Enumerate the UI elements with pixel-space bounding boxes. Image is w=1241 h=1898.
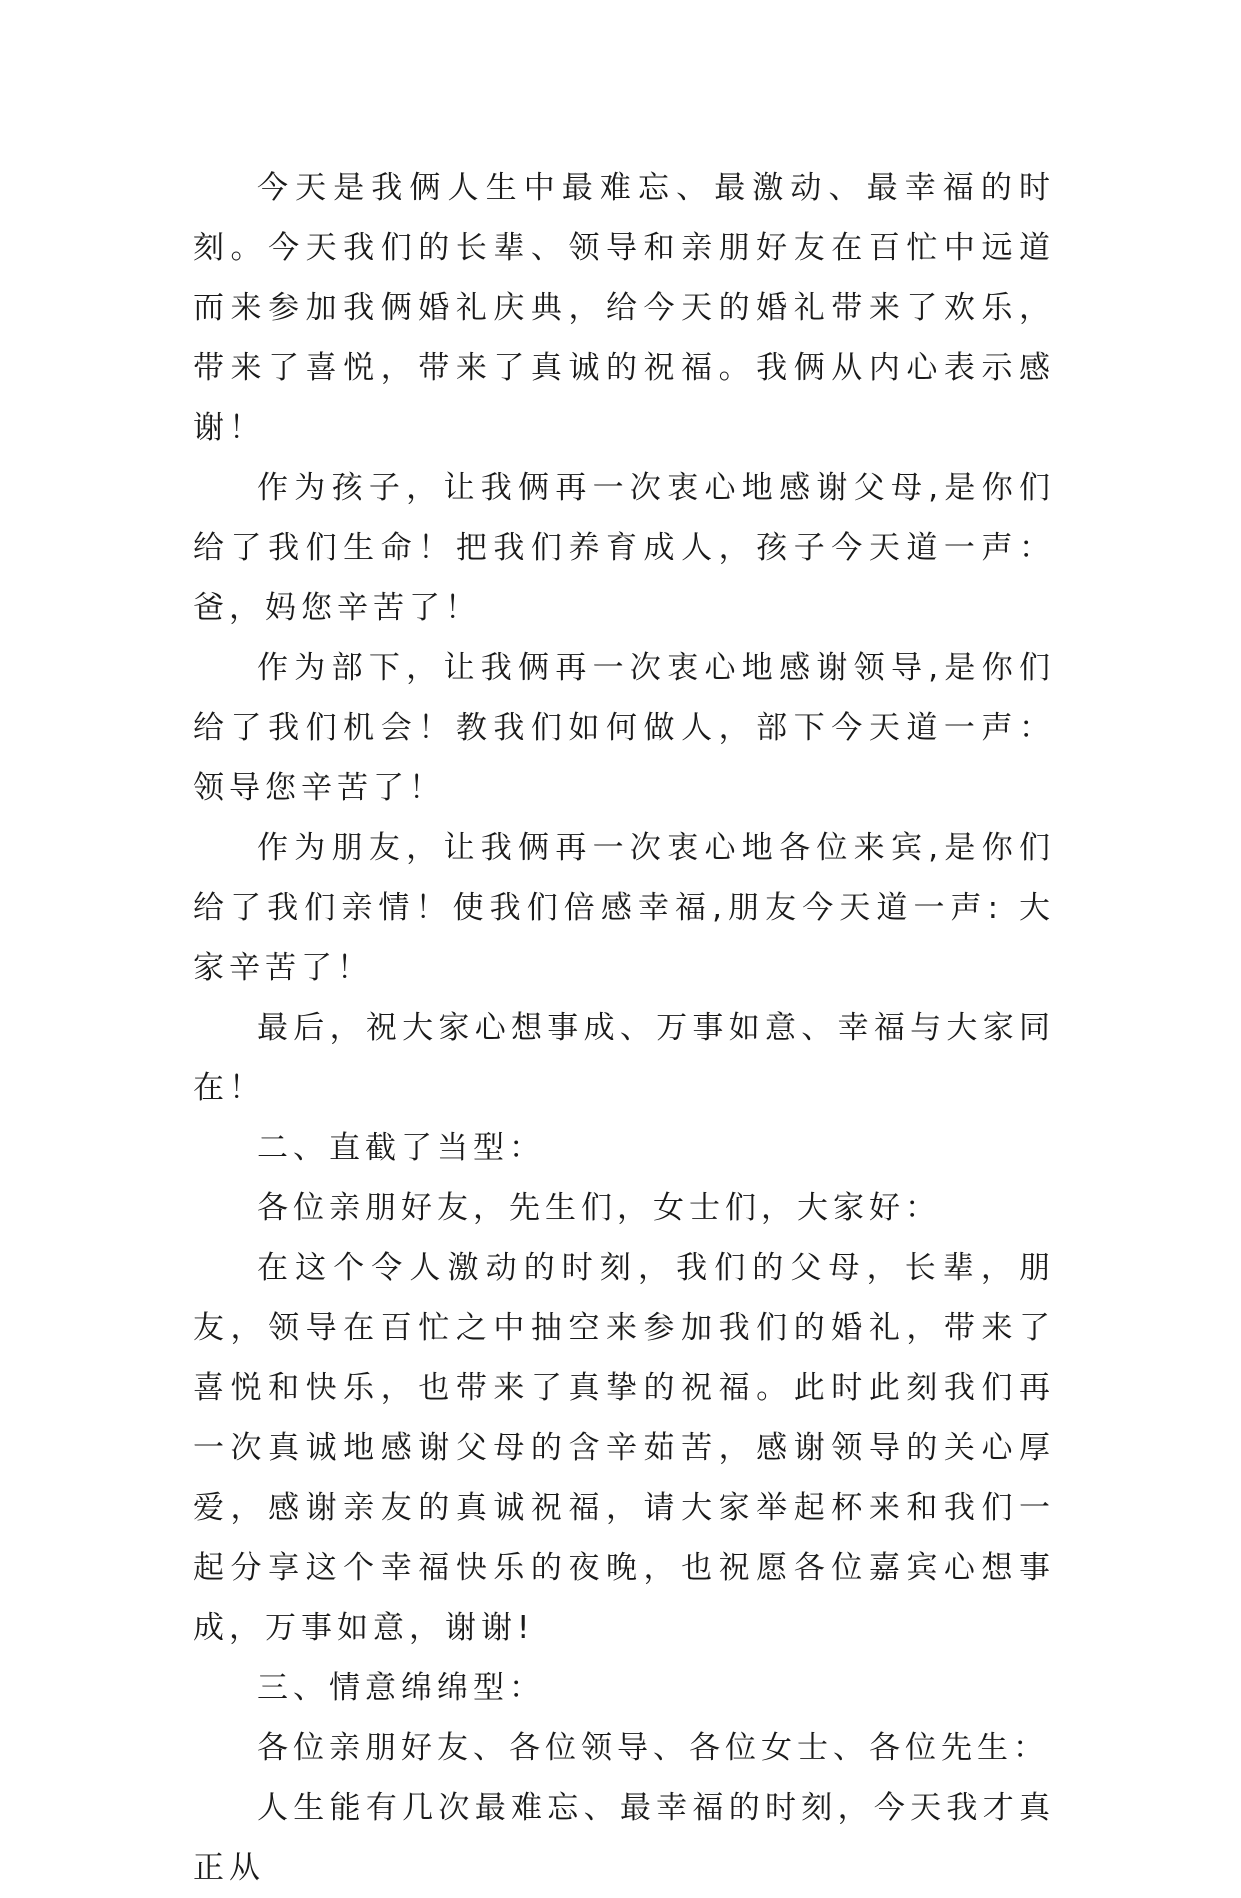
paragraph-thanks-parents: 作为孩子，让我俩再一次衷心地感谢父母,是你们给了我们生命！把我们养育成人，孩子今天道一声：爸，妈您辛苦了！	[193, 470, 1055, 626]
document-body	[193, 158, 1055, 1898]
paragraph-thanks-leaders: 作为部下，让我俩再一次衷心地感谢领导,是你们给了我们机会！教我们如何做人，部下今天道一声：领导您辛苦了！	[193, 650, 1055, 806]
paragraph-closing-wishes: 最后，祝大家心想事成、万事如意、幸福与大家同在！	[193, 1010, 1055, 1106]
section-heading-2: 二、直截了当型：	[257, 1130, 545, 1166]
paragraph-greeting-2: 各位亲朋好友，先生们，女士们，大家好：	[257, 1190, 941, 1226]
paragraph-thanks-opening: 今天是我俩人生中最难忘、最激动、最幸福的时刻。今天我们的长辈、领导和亲朋好友在百忙中远道而来参加我俩婚礼庆典，给今天的婚礼带来了欢乐，带来了喜悦，带来了真诚的祝福。我俩从内心表示感谢！	[193, 170, 1055, 446]
paragraph-greeting-3: 各位亲朋好友、各位领导、各位女士、各位先生：	[257, 1730, 1049, 1766]
paragraph-speech-2: 在这个令人激动的时刻，我们的父母，长辈，朋友，领导在百忙之中抽空来参加我们的婚礼，带来了喜悦和快乐，也带来了真挚的祝福。此时此刻我们再一次真诚地感谢父母的含辛茹苦，感谢领导的关心厚爱，感谢亲友的真诚祝福，请大家举起杯来和我们一起分享这个幸福快乐的夜晚，也祝愿各位嘉宾心想事成，万事如意，谢谢!	[193, 1250, 1055, 1646]
section-heading-3: 三、情意绵绵型：	[257, 1670, 545, 1706]
paragraph-speech-3: 人生能有几次最难忘、最幸福的时刻，今天我才真正从	[193, 1790, 1055, 1886]
paragraph-thanks-friends: 作为朋友，让我俩再一次衷心地各位来宾,是你们给了我们亲情！使我们倍感幸福,朋友今天道一声: 大家辛苦了！	[193, 830, 1055, 986]
